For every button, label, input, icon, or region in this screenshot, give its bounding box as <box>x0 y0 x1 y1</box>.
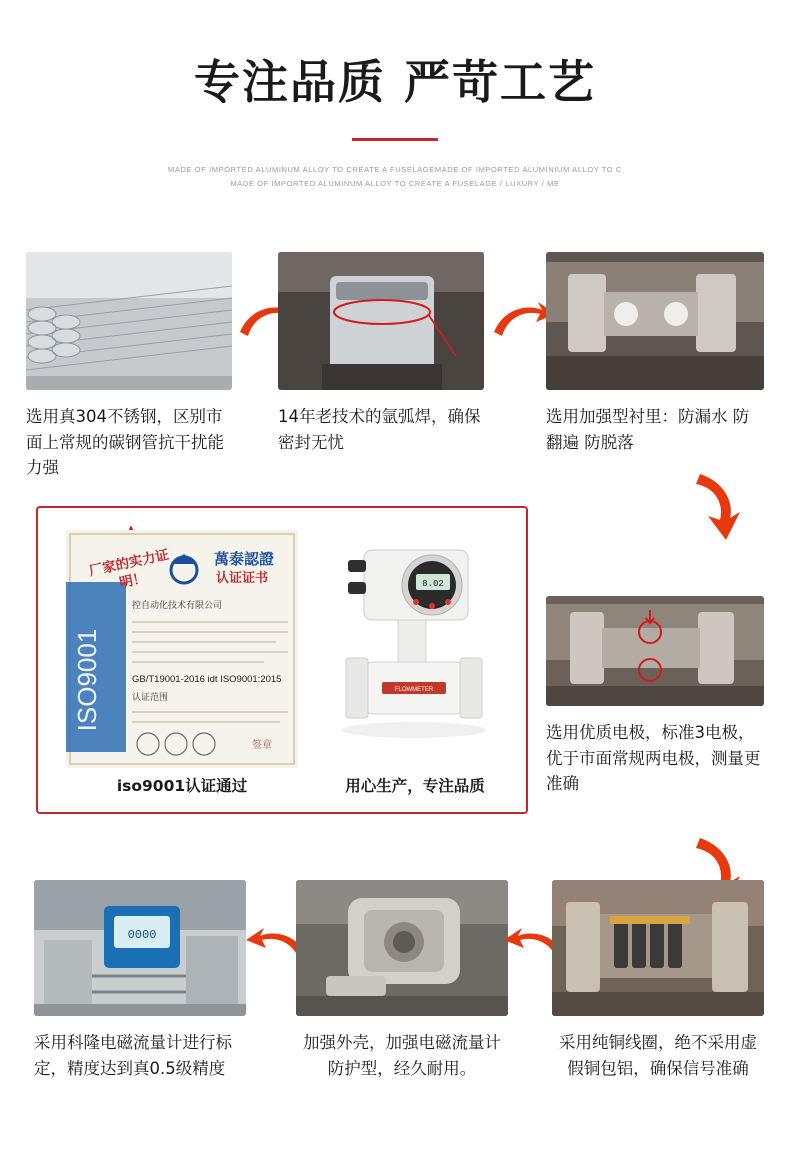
reinforced-shell-photo <box>296 880 508 1016</box>
product-caption: 用心生产，专注品质 <box>345 777 485 795</box>
svg-text:ISO9001: ISO9001 <box>72 628 102 732</box>
process-row-bottom <box>0 880 790 1140</box>
certificate-panel <box>36 506 528 814</box>
step-4-caption: 选用优质电极，标准3电极，优于市面常规两电极，测量更准确 <box>546 723 761 794</box>
flowmeter-illustration <box>320 530 510 768</box>
step-7-card <box>34 880 246 1081</box>
electrode-illustration <box>546 596 764 706</box>
burst-label: 厂家的实力证明！ <box>87 546 171 592</box>
pipes-illustration <box>26 252 232 390</box>
step-2-card <box>278 252 484 455</box>
copper-coil-photo <box>552 880 764 1016</box>
svg-text:0000: 0000 <box>127 928 157 942</box>
svg-text:GB/T19001-2016 idt ISO9001:201: GB/T19001-2016 idt ISO9001:2015 <box>132 674 282 685</box>
step-5-card <box>552 880 764 1081</box>
step-3-card <box>546 252 764 455</box>
step-6-card <box>296 880 508 1081</box>
svg-text:8.02: 8.02 <box>422 579 444 589</box>
arrow-down-icon-1 <box>690 472 744 544</box>
step-7-caption: 采用科隆电磁流量计进行标定，精度达到真0.5级精度 <box>34 1033 232 1078</box>
step-2-caption: 14年老技术的氩弧焊，确保密封无忧 <box>278 407 481 452</box>
krohne-calibration-photo <box>34 880 246 1016</box>
subtitle-english-line1: MADE OF IMPORTED ALUMINUM ALLOY TO CREATE A FUSELAGEMADE OF IMPORTED ALUMINIUM ALLOY TO C <box>168 165 622 174</box>
three-electrode-photo <box>546 596 764 706</box>
svg-text:控自动化技术有限公司: 控自动化技术有限公司 <box>132 601 223 611</box>
subtitle-english-line2: MADE OF IMPORTED ALUMINUM ALLOY TO CREATE A FUSELAGE / LUXURY / ME <box>230 179 560 189</box>
step-1-card <box>26 252 232 481</box>
page-header <box>0 0 790 192</box>
svg-text:签章: 签章 <box>252 740 272 751</box>
page-title: 专注品质 严苛工艺 <box>193 55 596 109</box>
title-divider <box>352 138 438 141</box>
welding-illustration <box>278 252 484 390</box>
shell-illustration <box>296 880 508 1016</box>
coil-illustration <box>552 880 764 1016</box>
calibration-illustration <box>34 880 246 1016</box>
electromagnetic-flowmeter-photo <box>320 530 510 768</box>
svg-text:FLOWMETER: FLOWMETER <box>394 687 434 693</box>
liner-illustration <box>546 252 764 390</box>
stainless-steel-pipes-photo <box>26 252 232 390</box>
reinforced-liner-photo <box>546 252 764 390</box>
step-6-caption: 加强外壳，加强电磁流量计防护型，经久耐用。 <box>303 1033 501 1078</box>
svg-text:认证范围: 认证范围 <box>132 693 169 703</box>
process-row-top <box>0 252 790 482</box>
svg-text:萬泰認證: 萬泰認證 <box>214 550 275 568</box>
svg-text:认证证书: 认证证书 <box>216 571 269 586</box>
step-1-caption: 选用真304不锈钢，区别市面上常规的碳钢管抗干扰能力强 <box>26 407 224 478</box>
step-4-card <box>546 596 764 797</box>
certificate-caption: iso9001认证通过 <box>116 777 248 795</box>
step-3-caption: 选用加强型衬里：防漏水 防翻遍 防脱落 <box>546 407 750 452</box>
argon-arc-welding-photo <box>278 252 484 390</box>
step-5-caption: 采用纯铜线圈，绝不采用虚假铜包铝，确保信号准确 <box>559 1033 757 1078</box>
